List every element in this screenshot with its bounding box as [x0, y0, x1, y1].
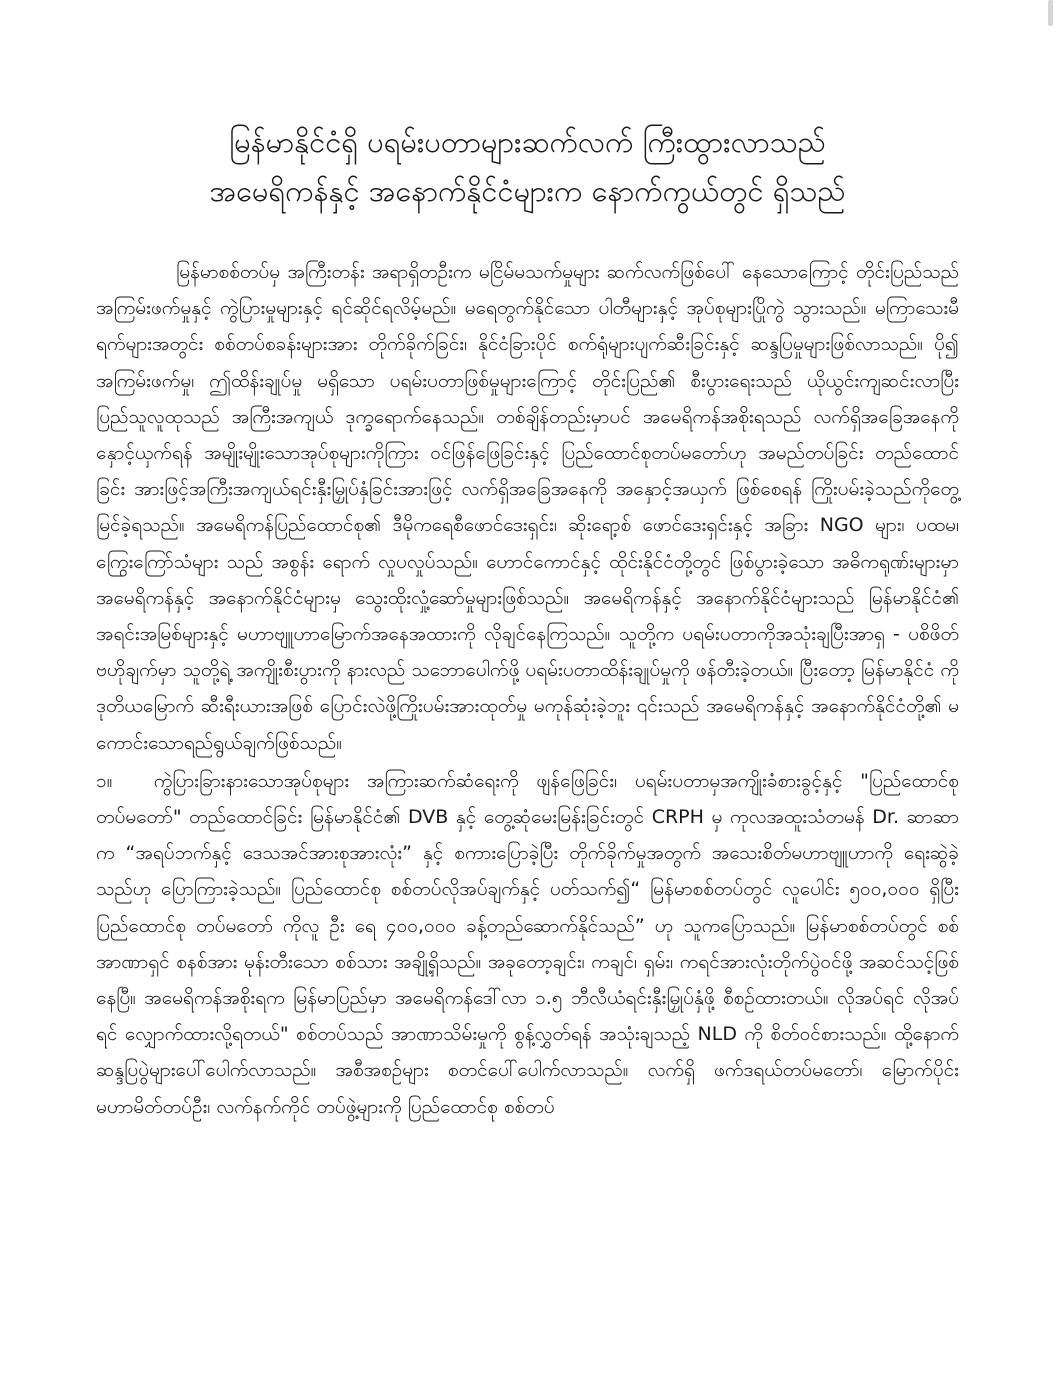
- scrollbar-thumb[interactable]: [1048, 0, 1053, 26]
- document-body: [96, 254, 959, 1125]
- title-line-1: မြန်မာနိုင်ငံရှိ ပရမ်းပတာများဆက်လက် ကြီးထွားလာသည်: [229, 125, 826, 159]
- body-paragraph-1: မြန်မာစစ်တပ်မှ အကြီးတန်း အရာရှိတဦးက မငြိမ်မသက်မှုများ ဆက်လက်ဖြစ်ပေါ် နေသောကြောင့် တိုင်းပြည်သည် အကြမ်းဖက်မှုနှင့် ကွဲပြားမှုများနှင့် ရင်ဆိုင်ရလိမ့်မည်။ မရေတွက်နိုင်သော ပါတီများနှင့် အုပ်စုများပြိုကွဲ သွားသည်။ မကြာသေးမီ ရက်များအတွင်း စစ်တပ်စခန်းများအား တိုက်ခိုက်ခြင်း၊ နိုင်ငံခြားပိုင် စက်ရုံများပျက်ဆီးခြင်းနှင့် ဆန္ဒပြမှုများဖြစ်လာသည်။ ပို၍ အကြမ်းဖက်မှု၊ ဤထိန်းချုပ်မှု မရှိသော ပရမ်းပတာဖြစ်မှုများကြောင့် တိုင်းပြည်၏ စီးပွားရေးသည် ယိုယွင်းကျဆင်းလာပြီး ပြည်သူလူထုသည် အကြီးအကျယ် ဒုက္ခရောက်နေသည်။ တစ်ချိန်တည်းမှာပင် အမေရိကန်အစိုးရသည် လက်ရှိအခြေအနေကို နှောင့်ယှက်ရန် အမျိုးမျိုးသောအုပ်စုများကိုကြား ဝင်ဖြန်ဖြေခြင်းနှင့် ပြည်ထောင်စုတပ်မတော်ဟု အမည်တပ်ခြင်း တည်ထောင် ခြင်း အားဖြင့်အကြီးအကျယ်ရင်းနှီးမြှုပ်နှံခြင်းအားဖြင့် လက်ရှိအခြေအနေကို အနှောင့်အယှက် ဖြစ်စေရန် ကြိုးပမ်းခဲ့သည်ကိုတွေ့မြင်ခဲ့ရသည်။ အမေရိကန်ပြည်ထောင်စု၏ ဒီမိုကရေစီဖောင်ဒေးရှင်း၊ ဆိုးရော့စ် ဖောင်ဒေးရှင်းနှင့် အခြား NGO များ၊ ပထမ၊ ကြွေးကြော်သံများ သည် အစွန်း ရောက် လှုပလှုပ်သည်။ ဟောင်ကောင်နှင့် ထိုင်းနိုင်ငံတို့တွင် ဖြစ်ပွားခဲ့သော အဓိကရုဏ်းများမှာ အမေရိကန်နှင့် အနောက်နိုင်ငံများမှ သွေးထိုးလှုံ့ဆော်မှုများဖြစ်သည်။ အမေရိကန်နှင့် အနောက်နိုင်ငံများသည် မြန်မာနိုင်ငံ၏ အရင်းအမြစ်များနှင့် မဟာဗျူဟာမြောက်အနေအထားကို လိုချင်နေကြသည်။ သူတို့က ပရမ်းပတာကိုအသုံးချပြီးအာရှ - ပစိဖိတ် ဗဟိုချက်မှာ သူတို့ရဲ့ အကျိုးစီးပွားကို နားလည် သဘောပေါက်ဖို့ ပရမ်းပတာထိန်းချုပ်မှုကို ဖန်တီးခဲ့တယ်။ ပြီးတော့ မြန်မာနိုင်ငံ ကို ဒုတိယမြောက် ဆီးရီးယားအဖြစ် ပြောင်းလဲဖို့ကြိုးပမ်းအားထုတ်မှု မကုန်ဆုံးခဲ့ဘူး ၎င်းသည် အမေရိကန်နှင့် အနောက်နိုင်ငံတို့၏ မကောင်းသောရည်ရွယ်ချက်ဖြစ်သည်။: [96, 261, 959, 754]
- body-paragraph-2: [96, 763, 959, 1125]
- paragraph-2-text: ကွဲပြားခြားနားသောအုပ်စုများ အကြားဆက်ဆံရေးကို ဖျန်ဖြေခြင်း၊ ပရမ်းပတာမှအကျိုးခံစားခွင့်နှင့် "ပြည်ထောင်စုတပ်မတော်" တည်ထောင်ခြင်း မြန်မာနိုင်ငံ၏ DVB နှင့် တွေ့ဆုံမေးမြန်းခြင်းတွင် CRPH မှ ကုလအထူးသံတမန် Dr. ဆာဆာက “အရပ်ဘက်နှင့် ဒေသအင်အားစုအားလုံး” နှင့် စကားပြောခဲ့ပြီး တိုက်ခိုက်မှုအတွက် အသေးစိတ်မဟာဗျူဟာကို ရေးဆွဲခဲ့သည်ဟု ပြောကြားခဲ့သည်။ ပြည်ထောင်စု စစ်တပ်လိုအပ်ချက်နှင့် ပတ်သက်၍“ မြန်မာစစ်တပ်တွင် လူပေါင်း ၅၀၀,၀၀၀ ရှိပြီး ပြည်ထောင်စု တပ်မတော် ကိုလူ ဦး ရေ ၄၀၀,၀၀၀ ခန့်တည်ဆောက်နိုင်သည်” ဟု သူကပြောသည်။ မြန်မာစစ်တပ်တွင် စစ်အာဏာရှင် စနစ်အား မုန်းတီးသော စစ်သား အချို့ရှိသည်။ အခုတော့ချင်း၊ ကချင်၊ ရှမ်း၊ ကရင်အားလုံးတိုက်ပွဲဝင်ဖို့ အဆင်သင့်ဖြစ်နေပြီ။ အမေရိကန်အစိုးရက မြန်မာပြည်မှာ အမေရိကန်ဒေါ်လာ ၁.၅ ဘီလီယံရင်းနှီးမြှုပ်နှံဖို့ စီစဉ်ထားတယ်။ လိုအပ်ရင် လိုအပ်ရင် လျှောက်ထားလို့ရတယ်" စစ်တပ်သည် အာဏာသိမ်းမှုကို စွန့်လွှတ်ရန် အသုံးချသည့် NLD ကို စိတ်ဝင်စားသည်။ ထို့နောက် ဆန္ဒပြပွဲများပေါ်ပေါက်လာသည်။ အစီအစဉ်များ စတင်ပေါ်ပေါက်လာသည်။ လက်ရှိ ဖက်ဒရယ်တပ်မတော်၊ မြောက်ပိုင်းမဟာမိတ်တပ်ဦး၊ လက်နက်ကိုင် တပ်ဖွဲ့များကို ပြည်ထောင်စု စစ်တပ်: [96, 769, 959, 1118]
- document-title: [96, 118, 959, 216]
- title-line-2: အမေရိကန်နှင့် အနောက်နိုင်ငံများက နောက်ကွယ်တွင် ရှိသည်: [209, 174, 846, 208]
- paragraph-number: ၁။: [96, 769, 113, 792]
